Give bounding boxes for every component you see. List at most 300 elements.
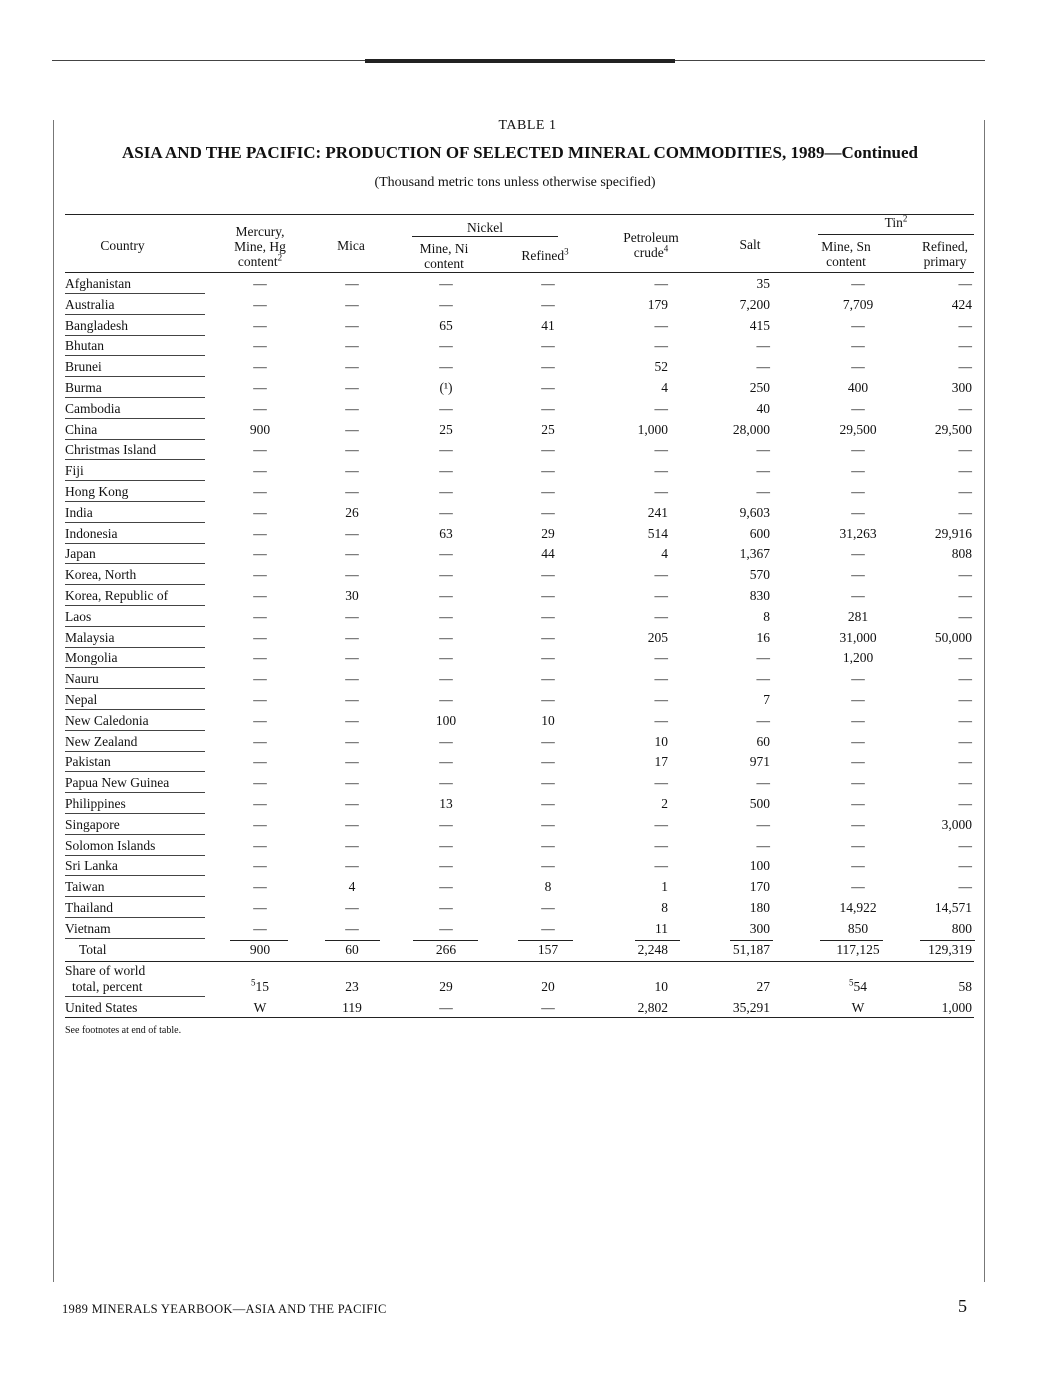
total-cell: 129,319 bbox=[928, 942, 972, 957]
table-cell: — bbox=[958, 484, 972, 499]
table-cell: — bbox=[253, 567, 267, 582]
country-name: Malaysia bbox=[65, 630, 115, 645]
table-cell: 241 bbox=[647, 505, 668, 520]
table-cell: — bbox=[253, 650, 267, 665]
us-label: United States bbox=[65, 1000, 138, 1015]
country-underline bbox=[65, 563, 205, 564]
table-cell: 900 bbox=[249, 422, 271, 437]
table-cell: — bbox=[345, 734, 359, 749]
table-cell: — bbox=[851, 754, 865, 769]
table-cell: — bbox=[851, 505, 865, 520]
country-name: Australia bbox=[65, 297, 115, 312]
table-cell: — bbox=[253, 526, 267, 541]
us-cell: 119 bbox=[342, 1000, 362, 1015]
share-value: 54 bbox=[853, 979, 867, 994]
country-name: Pakistan bbox=[65, 754, 111, 769]
mercury-label: Mercury, bbox=[235, 224, 285, 239]
petroleum-label-2: crude$^4$ bbox=[633, 243, 669, 260]
table-cell: — bbox=[541, 817, 555, 832]
table-cell: — bbox=[654, 338, 668, 353]
table-cell: — bbox=[756, 442, 770, 457]
table-cell: — bbox=[756, 713, 770, 728]
table-cell: 514 bbox=[647, 526, 668, 541]
table-cell: — bbox=[654, 484, 668, 499]
table-cell: — bbox=[541, 588, 555, 603]
table-cell: 205 bbox=[647, 630, 668, 645]
table-cell: — bbox=[851, 692, 865, 707]
table-cell: 7 bbox=[763, 692, 770, 707]
table-cell: 25 bbox=[541, 422, 555, 437]
table-cell: 3,000 bbox=[941, 817, 972, 832]
table-cell: — bbox=[541, 838, 555, 853]
mercury-sublabel: Mine, Hg bbox=[234, 239, 286, 254]
tin-mine-label-2: content bbox=[826, 254, 866, 269]
country-underline bbox=[65, 522, 205, 523]
table-cell: — bbox=[958, 588, 972, 603]
share-cell: 10 bbox=[654, 979, 668, 994]
table-cell: — bbox=[253, 796, 267, 811]
table-cell: — bbox=[958, 359, 972, 374]
table-cell: 31,000 bbox=[839, 630, 877, 645]
table-cell: 400 bbox=[847, 380, 869, 395]
table-cell: 1,200 bbox=[842, 650, 874, 665]
table-cell: — bbox=[345, 484, 359, 499]
table-cell: — bbox=[439, 338, 453, 353]
table-cell: 29,500 bbox=[839, 422, 877, 437]
country-name: New Caledonia bbox=[65, 713, 149, 728]
us-cell: 2,802 bbox=[637, 1000, 668, 1015]
table-cell: — bbox=[439, 463, 453, 478]
table-cell: — bbox=[756, 463, 770, 478]
table-cell: — bbox=[958, 713, 972, 728]
us-cell: W bbox=[253, 1000, 267, 1015]
table-cell: — bbox=[439, 879, 453, 894]
table-cell: — bbox=[541, 401, 555, 416]
country-name: Vietnam bbox=[65, 921, 111, 936]
table-cell: — bbox=[851, 858, 865, 873]
table-cell: 10 bbox=[654, 734, 668, 749]
total-cell: 157 bbox=[537, 942, 559, 957]
table-cell: — bbox=[439, 900, 453, 915]
table-cell: — bbox=[253, 276, 267, 291]
table-cell: 17 bbox=[654, 754, 668, 769]
table-cell: — bbox=[253, 297, 267, 312]
table-cell: — bbox=[541, 338, 555, 353]
table-cell: 35 bbox=[756, 276, 770, 291]
table-cell: — bbox=[541, 630, 555, 645]
table-cell: — bbox=[253, 630, 267, 645]
table-cell: 8 bbox=[763, 609, 770, 624]
table-cell: — bbox=[958, 858, 972, 873]
table-cell: — bbox=[654, 276, 668, 291]
table-cell: — bbox=[851, 484, 865, 499]
country-underline bbox=[65, 355, 205, 356]
table-cell: 44 bbox=[541, 546, 555, 561]
total-separator-rule bbox=[230, 940, 288, 941]
country-underline bbox=[65, 480, 205, 481]
table-cell: — bbox=[345, 630, 359, 645]
nickel-mine-label-2: content bbox=[424, 256, 464, 271]
share-cell-mercury bbox=[220, 979, 300, 995]
table-cell: 415 bbox=[749, 318, 770, 333]
table-cell: 9,603 bbox=[739, 505, 770, 520]
table-cell: — bbox=[253, 380, 267, 395]
table-cell: — bbox=[345, 297, 359, 312]
table-cell: — bbox=[345, 526, 359, 541]
table-cell: — bbox=[654, 567, 668, 582]
table-cell: — bbox=[851, 318, 865, 333]
table-cell: — bbox=[345, 442, 359, 457]
footnote-ref: 4 bbox=[663, 243, 669, 254]
table-cell: — bbox=[958, 796, 972, 811]
country-underline bbox=[65, 855, 205, 856]
table-cell: — bbox=[253, 858, 267, 873]
running-footer: 1989 MINERALS YEARBOOK—ASIA AND THE PACIFIC bbox=[62, 1302, 387, 1316]
country-name: Singapore bbox=[65, 817, 120, 832]
table-cell: — bbox=[958, 505, 972, 520]
table-cell: — bbox=[654, 463, 668, 478]
footnote-ref: 2 bbox=[277, 252, 283, 263]
total-separator-rule bbox=[325, 940, 380, 941]
share-label-line-1: Share of world bbox=[65, 963, 146, 978]
table-cell: 25 bbox=[439, 422, 453, 437]
country-underline bbox=[65, 418, 205, 419]
table-cell: — bbox=[541, 921, 555, 936]
table-cell: — bbox=[439, 775, 453, 790]
table-cell: — bbox=[253, 671, 267, 686]
table-cell: — bbox=[541, 775, 555, 790]
table-cell: 180 bbox=[749, 900, 770, 915]
table-cell: — bbox=[958, 276, 972, 291]
table-cell: 4 bbox=[661, 546, 668, 561]
share-cell: 29 bbox=[439, 979, 453, 994]
table-cell: — bbox=[253, 546, 267, 561]
us-cell: W bbox=[851, 1000, 865, 1015]
country-underline bbox=[65, 397, 205, 398]
tin-refined-label: Refined, bbox=[921, 239, 969, 254]
table-cell: — bbox=[439, 692, 453, 707]
country-name: Japan bbox=[65, 546, 96, 561]
country-name: Solomon Islands bbox=[65, 838, 156, 853]
country-name: Mongolia bbox=[65, 650, 118, 665]
table-cell: — bbox=[253, 713, 267, 728]
country-name: Cambodia bbox=[65, 401, 121, 416]
table-cell: — bbox=[541, 609, 555, 624]
table-cell: — bbox=[439, 401, 453, 416]
table-cell: — bbox=[541, 671, 555, 686]
table-cell: 170 bbox=[749, 879, 770, 894]
table-cell: — bbox=[253, 609, 267, 624]
table-cell: 4 bbox=[348, 879, 356, 894]
table-cell: 1,000 bbox=[637, 422, 668, 437]
table-cell: — bbox=[541, 505, 555, 520]
table-cell: — bbox=[958, 838, 972, 853]
table-cell: — bbox=[654, 838, 668, 853]
table-cell: — bbox=[253, 921, 267, 936]
country-underline bbox=[65, 501, 205, 502]
country-name: Philippines bbox=[65, 796, 126, 811]
table-cell: 100 bbox=[749, 858, 770, 873]
total-cell: 51,187 bbox=[732, 942, 770, 957]
country-underline bbox=[65, 996, 205, 997]
country-underline bbox=[65, 875, 205, 876]
country-underline bbox=[65, 938, 205, 939]
table-cell: — bbox=[439, 838, 453, 853]
country-name: Indonesia bbox=[65, 526, 118, 541]
country-name: Burma bbox=[65, 380, 102, 395]
table-cell: 10 bbox=[541, 713, 555, 728]
table-cell: 500 bbox=[749, 796, 770, 811]
table-cell: — bbox=[345, 671, 359, 686]
footnote-ref: 5 bbox=[251, 977, 256, 988]
table-cell: — bbox=[345, 422, 359, 437]
table-cell: — bbox=[439, 817, 453, 832]
table-cell: 100 bbox=[435, 713, 457, 728]
table-cell: 52 bbox=[654, 359, 668, 374]
table-cell: — bbox=[345, 650, 359, 665]
table-cell: — bbox=[253, 484, 267, 499]
table-cell: — bbox=[253, 401, 267, 416]
table-cell: — bbox=[253, 338, 267, 353]
table-cell: — bbox=[958, 650, 972, 665]
table-cell: — bbox=[654, 442, 668, 457]
table-cell: 971 bbox=[749, 754, 770, 769]
table-cell: 250 bbox=[749, 380, 770, 395]
table-cell: — bbox=[439, 858, 453, 873]
table-cell: — bbox=[851, 359, 865, 374]
table-cell: — bbox=[851, 671, 865, 686]
share-cell-tin-refined: 58 bbox=[958, 979, 972, 994]
table-cell: — bbox=[439, 442, 453, 457]
table-cell: — bbox=[654, 671, 668, 686]
table-cell: — bbox=[253, 879, 267, 894]
table-cell: — bbox=[253, 463, 267, 478]
country-name: New Zealand bbox=[65, 734, 138, 749]
us-cell: 1,000 bbox=[941, 1000, 972, 1015]
table-cell: — bbox=[345, 318, 359, 333]
share-cell: 20 bbox=[541, 979, 555, 994]
table-cell: (¹) bbox=[439, 380, 453, 395]
table-cell: — bbox=[958, 734, 972, 749]
col-header-mica: Mica bbox=[337, 238, 365, 253]
table-cell: — bbox=[958, 671, 972, 686]
total-cell: 2,248 bbox=[637, 942, 668, 957]
table-cell: — bbox=[345, 796, 359, 811]
total-separator-rule bbox=[820, 940, 883, 941]
table-cell: — bbox=[253, 442, 267, 457]
table-cell: — bbox=[345, 692, 359, 707]
table-cell: — bbox=[439, 276, 453, 291]
table-cell: — bbox=[851, 546, 865, 561]
table-cell: — bbox=[851, 734, 865, 749]
table-subtitle: (Thousand metric tons unless otherwise specified) bbox=[374, 175, 656, 190]
table-cell: — bbox=[654, 858, 668, 873]
table-cell: — bbox=[253, 505, 267, 520]
table-cell: — bbox=[654, 609, 668, 624]
mercury-sublabel-2: content$^2$ bbox=[237, 252, 283, 269]
total-separator-rule bbox=[413, 940, 478, 941]
table-cell: — bbox=[345, 858, 359, 873]
country-underline bbox=[65, 896, 205, 897]
country-name: Thailand bbox=[65, 900, 113, 915]
table-number: TABLE 1 bbox=[498, 118, 557, 133]
footnote-ref: 2 bbox=[902, 213, 908, 224]
country-name: Laos bbox=[65, 609, 92, 624]
table-cell: — bbox=[439, 359, 453, 374]
table-cell: — bbox=[958, 567, 972, 582]
country-name: Taiwan bbox=[65, 879, 105, 894]
table-cell: 7,709 bbox=[842, 297, 874, 312]
country-underline bbox=[65, 751, 205, 752]
us-cell: 35,291 bbox=[732, 1000, 770, 1015]
table-cell: — bbox=[958, 879, 972, 894]
country-name: Korea, North bbox=[65, 567, 137, 582]
table-cell: — bbox=[439, 734, 453, 749]
country-underline bbox=[65, 834, 205, 835]
table-cell: — bbox=[253, 359, 267, 374]
table-cell: — bbox=[756, 338, 770, 353]
table-cell: — bbox=[541, 380, 555, 395]
col-header-salt: Salt bbox=[739, 237, 761, 252]
us-cell: — bbox=[541, 1000, 555, 1015]
table-cell: — bbox=[541, 463, 555, 478]
table-cell: 1 bbox=[661, 879, 668, 894]
country-underline bbox=[65, 709, 205, 710]
table-cell: 850 bbox=[847, 921, 869, 936]
table-cell: 26 bbox=[345, 505, 359, 520]
country-name: China bbox=[65, 422, 98, 437]
table-cell: 424 bbox=[951, 297, 972, 312]
total-cell: 117,125 bbox=[836, 942, 880, 957]
table-cell: — bbox=[851, 713, 865, 728]
country-name: Bangladesh bbox=[65, 318, 128, 333]
country-name: Fiji bbox=[65, 463, 84, 478]
table-cell: — bbox=[958, 463, 972, 478]
table-cell: 179 bbox=[647, 297, 668, 312]
table-cell: — bbox=[345, 546, 359, 561]
total-label: Total bbox=[79, 942, 107, 957]
table-cell: 13 bbox=[439, 796, 453, 811]
col-header-tin: Tin$^2$ bbox=[884, 213, 908, 230]
table-cell: — bbox=[851, 796, 865, 811]
country-underline bbox=[65, 647, 205, 648]
table-cell: — bbox=[345, 567, 359, 582]
table-cell: — bbox=[253, 754, 267, 769]
table-cell: — bbox=[756, 650, 770, 665]
table-cell: — bbox=[851, 463, 865, 478]
table-cell: — bbox=[654, 650, 668, 665]
country-underline bbox=[65, 293, 205, 294]
table-cell: — bbox=[345, 838, 359, 853]
country-name: Afghanistan bbox=[65, 276, 131, 291]
country-name: Nauru bbox=[65, 671, 99, 686]
table-cell: 50,000 bbox=[934, 630, 972, 645]
table-cell: 16 bbox=[756, 630, 770, 645]
table-cell: — bbox=[958, 609, 972, 624]
table-cell: — bbox=[253, 838, 267, 853]
table-cell: — bbox=[541, 276, 555, 291]
table-cell: — bbox=[253, 734, 267, 749]
table-cell: 1,367 bbox=[739, 546, 770, 561]
footnote-ref: 3 bbox=[564, 246, 569, 257]
table-cell: 8 bbox=[661, 900, 668, 915]
table-cell: — bbox=[541, 484, 555, 499]
table-cell: — bbox=[253, 900, 267, 915]
table-cell: — bbox=[851, 401, 865, 416]
table-cell: 60 bbox=[756, 734, 770, 749]
table-cell: — bbox=[654, 692, 668, 707]
country-underline bbox=[65, 813, 205, 814]
country-underline bbox=[65, 439, 205, 440]
country-underline bbox=[65, 314, 205, 315]
table-cell: — bbox=[439, 588, 453, 603]
table-cell: — bbox=[958, 338, 972, 353]
table-cell: — bbox=[439, 671, 453, 686]
country-name: Korea, Republic of bbox=[65, 588, 169, 603]
table-cell: — bbox=[654, 318, 668, 333]
country-name: Hong Kong bbox=[65, 484, 129, 499]
country-underline bbox=[65, 605, 205, 606]
table-cell: 830 bbox=[749, 588, 770, 603]
table-cell: — bbox=[345, 359, 359, 374]
table-cell: 31,263 bbox=[839, 526, 877, 541]
page-number: 5 bbox=[958, 1296, 967, 1316]
table-cell: — bbox=[439, 297, 453, 312]
tin-refined-label-2: primary bbox=[923, 254, 967, 269]
table-cell: — bbox=[345, 276, 359, 291]
table-cell: 29,500 bbox=[934, 422, 972, 437]
footnote-ref: 5 bbox=[849, 977, 854, 988]
table-cell: — bbox=[439, 546, 453, 561]
col-header-nickel-refined: Refined$^3$ bbox=[521, 246, 569, 263]
share-cell-tin-mine bbox=[818, 979, 898, 995]
country-name: Papua New Guinea bbox=[65, 775, 170, 790]
country-underline bbox=[65, 917, 205, 918]
table-cell: 41 bbox=[541, 318, 555, 333]
table-cell: — bbox=[345, 401, 359, 416]
table-cell: — bbox=[345, 609, 359, 624]
table-cell: — bbox=[345, 380, 359, 395]
table-cell: 8 bbox=[544, 879, 552, 894]
table-title: ASIA AND THE PACIFIC: PRODUCTION OF SELECTED MINERAL COMMODITIES, 1989—Continued bbox=[122, 143, 918, 162]
table-cell: 300 bbox=[749, 921, 770, 936]
total-cell: 266 bbox=[435, 942, 457, 957]
table-cell: — bbox=[756, 775, 770, 790]
country-underline bbox=[65, 792, 205, 793]
total-separator-rule bbox=[920, 940, 975, 941]
table-cell: — bbox=[541, 359, 555, 374]
country-underline bbox=[65, 730, 205, 731]
table-cell: — bbox=[851, 588, 865, 603]
table-cell: 40 bbox=[756, 401, 770, 416]
table-cell: 600 bbox=[749, 526, 770, 541]
table-cell: — bbox=[439, 650, 453, 665]
table-cell: — bbox=[253, 775, 267, 790]
country-underline bbox=[65, 688, 205, 689]
table-cell: 300 bbox=[951, 380, 972, 395]
table-cell: — bbox=[439, 505, 453, 520]
table-cell: — bbox=[345, 775, 359, 790]
table-cell: — bbox=[253, 817, 267, 832]
table-cell: — bbox=[654, 713, 668, 728]
footnote: See footnotes at end of table. bbox=[65, 1025, 182, 1036]
table-cell: — bbox=[958, 401, 972, 416]
table-cell: — bbox=[756, 838, 770, 853]
table-cell: — bbox=[851, 817, 865, 832]
table-cell: 14,571 bbox=[934, 900, 972, 915]
country-name: Brunei bbox=[65, 359, 102, 374]
total-cell: 900 bbox=[249, 942, 271, 957]
